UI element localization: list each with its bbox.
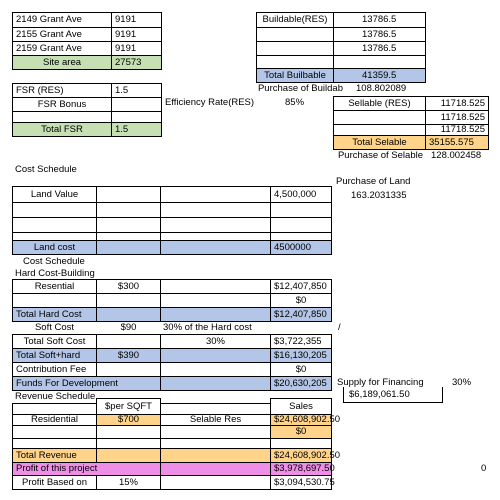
site-area-3[interactable]: 9191 xyxy=(111,41,162,56)
revenue-blank-c[interactable] xyxy=(160,425,271,439)
site-area-1[interactable]: 9191 xyxy=(111,12,162,28)
total-soft-hard-label[interactable]: Total Soft+hard xyxy=(12,348,97,363)
supply-financing-label: Supply for Financing xyxy=(337,377,424,389)
site-address-3[interactable]: 2159 Grant Ave xyxy=(12,41,112,56)
hard-cost-title: Hard Cost-Building xyxy=(15,267,95,279)
buildable-value-1[interactable]: 13786.5 xyxy=(333,12,426,28)
land-blank-row2-b[interactable] xyxy=(96,217,161,233)
buildable-label[interactable]: Buildable(RES) xyxy=(256,12,334,28)
profit-side-value: 0 xyxy=(481,463,487,475)
purchase-land-label: Purchase of Land xyxy=(336,176,411,188)
land-cost-label[interactable]: Land cost xyxy=(12,240,97,255)
buildable-blank-2[interactable] xyxy=(256,27,334,42)
profit-value[interactable]: $3,978,697.50 xyxy=(270,462,332,476)
total-hard-label[interactable]: Total Hard Cost xyxy=(12,307,97,322)
total-hard-col2[interactable] xyxy=(96,307,161,322)
profit-based-value[interactable]: $3,094,530.75 xyxy=(270,475,332,490)
residential-label[interactable]: Residential xyxy=(12,414,97,426)
total-revenue-col3[interactable] xyxy=(160,448,271,463)
hard-blank-a[interactable] xyxy=(12,293,97,308)
revenue-blank-a[interactable] xyxy=(12,425,97,439)
fsr-res-label[interactable]: FSR (RES) xyxy=(12,83,112,98)
land-cost-col2[interactable] xyxy=(96,240,161,255)
total-buildable-label[interactable]: Total Builbable xyxy=(256,68,334,83)
total-sellable-value[interactable]: 35155.575 xyxy=(425,135,489,150)
hard-blank-c[interactable] xyxy=(160,293,271,308)
sellable-value-1[interactable]: 11718.525 xyxy=(425,96,489,111)
total-soft-pct[interactable]: 30% xyxy=(160,334,271,349)
revenue-col-rate[interactable]: $per SQFT xyxy=(96,398,161,415)
land-blank-row2-d[interactable] xyxy=(270,217,332,233)
total-sellable-label[interactable]: Total Selable xyxy=(333,135,426,150)
buildable-blank-4b[interactable] xyxy=(333,55,426,69)
buildable-blank-3[interactable] xyxy=(256,41,334,56)
resential-rate[interactable]: $300 xyxy=(96,279,161,294)
site-area-label[interactable]: Site area xyxy=(12,55,112,70)
site-address-2[interactable]: 2155 Grant Ave xyxy=(12,27,112,42)
profit-col3[interactable] xyxy=(160,462,271,476)
purchase-buildable-value: 108.802089 xyxy=(356,83,407,95)
buildable-value-2[interactable]: 13786.5 xyxy=(333,27,426,42)
purchase-sellable-value: 128.002458 xyxy=(431,150,482,162)
land-cost-value[interactable]: 4500000 xyxy=(270,240,332,255)
funds-value[interactable]: $20,630,205 xyxy=(270,376,332,391)
hard-blank-b[interactable] xyxy=(96,293,161,308)
sellable-label[interactable]: Sellable (RES) xyxy=(333,96,426,111)
site-area-total[interactable]: 27573 xyxy=(111,55,162,70)
contribution-col3[interactable] xyxy=(160,362,271,377)
total-revenue-col2[interactable] xyxy=(96,448,161,463)
land-value-amount[interactable]: 4,500,000 xyxy=(270,186,332,203)
total-soft-hard-value[interactable]: $16,130,205 xyxy=(270,348,332,363)
land-value-col3[interactable] xyxy=(160,186,271,203)
purchase-land-value: 163.2031335 xyxy=(351,190,407,202)
soft-cost-note: 30% of the Hard cost xyxy=(163,322,252,334)
efficiency-value: 85% xyxy=(285,97,305,109)
funds-label[interactable]: Funds For Development xyxy=(12,376,162,391)
profit-based-label[interactable]: Profit Based on xyxy=(12,475,97,490)
soft-cost-rate: $90 xyxy=(120,322,137,334)
total-soft-col2[interactable] xyxy=(96,334,161,349)
profit-label[interactable]: Profit of this project xyxy=(12,462,162,476)
revenue-extra-value[interactable]: $0 xyxy=(270,425,332,439)
hard-extra-value[interactable]: $0 xyxy=(270,293,332,308)
site-address-1[interactable]: 2149 Grant Ave xyxy=(12,12,112,28)
land-value-col2[interactable] xyxy=(96,186,161,203)
profit-based-col3[interactable] xyxy=(160,475,271,490)
contribution-col2[interactable] xyxy=(96,362,161,377)
soft-cost-label: Soft Cost xyxy=(34,322,75,334)
residential-sales[interactable]: $24,608,902.50 xyxy=(270,414,332,426)
land-blank-row1-c[interactable] xyxy=(160,202,271,218)
sellable-blank-2[interactable] xyxy=(333,110,426,125)
fsr-res-value[interactable]: 1.5 xyxy=(111,83,162,98)
cost-schedule-title: Cost Schedule xyxy=(15,164,77,176)
total-soft-hard-rate[interactable]: $390 xyxy=(96,348,161,363)
land-value-label[interactable]: Land Value xyxy=(12,186,97,203)
site-area-2[interactable]: 9191 xyxy=(111,27,162,42)
total-revenue-value[interactable]: $24,608,902.50 xyxy=(270,448,332,463)
total-fsr-value[interactable]: 1.5 xyxy=(111,122,162,137)
revenue-schedule-title: Revenue Schedule xyxy=(15,391,96,403)
residential-rate[interactable]: $700 xyxy=(96,414,161,426)
land-blank-row2-c[interactable] xyxy=(160,217,271,233)
buildable-blank-4[interactable] xyxy=(256,55,334,69)
purchase-sellable-label: Purchase of Selable xyxy=(337,150,423,162)
total-buildable-value[interactable]: 41359.5 xyxy=(333,68,426,83)
fsr-bonus-label[interactable]: FSR Bonus xyxy=(12,97,112,112)
total-hard-value[interactable]: $12,407,850 xyxy=(270,307,332,322)
cost-schedule-title-2: Cost Schedule xyxy=(23,255,85,267)
total-hard-col3[interactable] xyxy=(160,307,271,322)
revenue-col-sales[interactable]: Sales xyxy=(270,398,332,415)
contribution-value[interactable]: $0 xyxy=(270,362,332,377)
total-soft-value[interactable]: $3,722,355 xyxy=(270,334,332,349)
buildable-value-3[interactable]: 13786.5 xyxy=(333,41,426,56)
sellable-value-2[interactable]: 11718.525 xyxy=(425,110,489,125)
resential-label[interactable]: Resential xyxy=(12,279,97,294)
land-blank-row1-d[interactable] xyxy=(270,202,332,218)
total-fsr-label[interactable]: Total FSR xyxy=(12,122,112,137)
contribution-label[interactable]: Contribution Fee xyxy=(12,362,97,377)
residential-type[interactable]: Selable Res xyxy=(160,414,271,426)
efficiency-label: Efficiency Rate(RES) xyxy=(165,97,255,109)
sellable-value-3[interactable]: 11718.525 xyxy=(425,124,489,136)
total-revenue-label[interactable]: Total Revenue xyxy=(12,448,97,463)
fsr-bonus-value[interactable] xyxy=(111,97,162,112)
profit-based-pct[interactable]: 15% xyxy=(96,475,161,490)
resential-col3[interactable] xyxy=(160,279,271,294)
land-blank-row2-a[interactable] xyxy=(12,217,97,233)
slash-mark: / xyxy=(338,322,341,334)
purchase-buildable-label: Purchase of Buildab xyxy=(257,83,343,95)
revenue-blank-b[interactable] xyxy=(96,425,161,439)
total-soft-hard-col3[interactable] xyxy=(160,348,271,363)
funds-col3[interactable] xyxy=(160,376,271,391)
land-blank-row1-b[interactable] xyxy=(96,202,161,218)
land-cost-col3[interactable] xyxy=(160,240,271,255)
supply-financing-value[interactable]: $6,189,061.50 xyxy=(343,387,443,403)
supply-financing-pct: 30% xyxy=(452,377,472,389)
total-soft-label[interactable]: Total Soft Cost xyxy=(12,334,97,349)
land-blank-row1-a[interactable] xyxy=(12,202,97,218)
resential-value[interactable]: $12,407,850 xyxy=(270,279,332,294)
